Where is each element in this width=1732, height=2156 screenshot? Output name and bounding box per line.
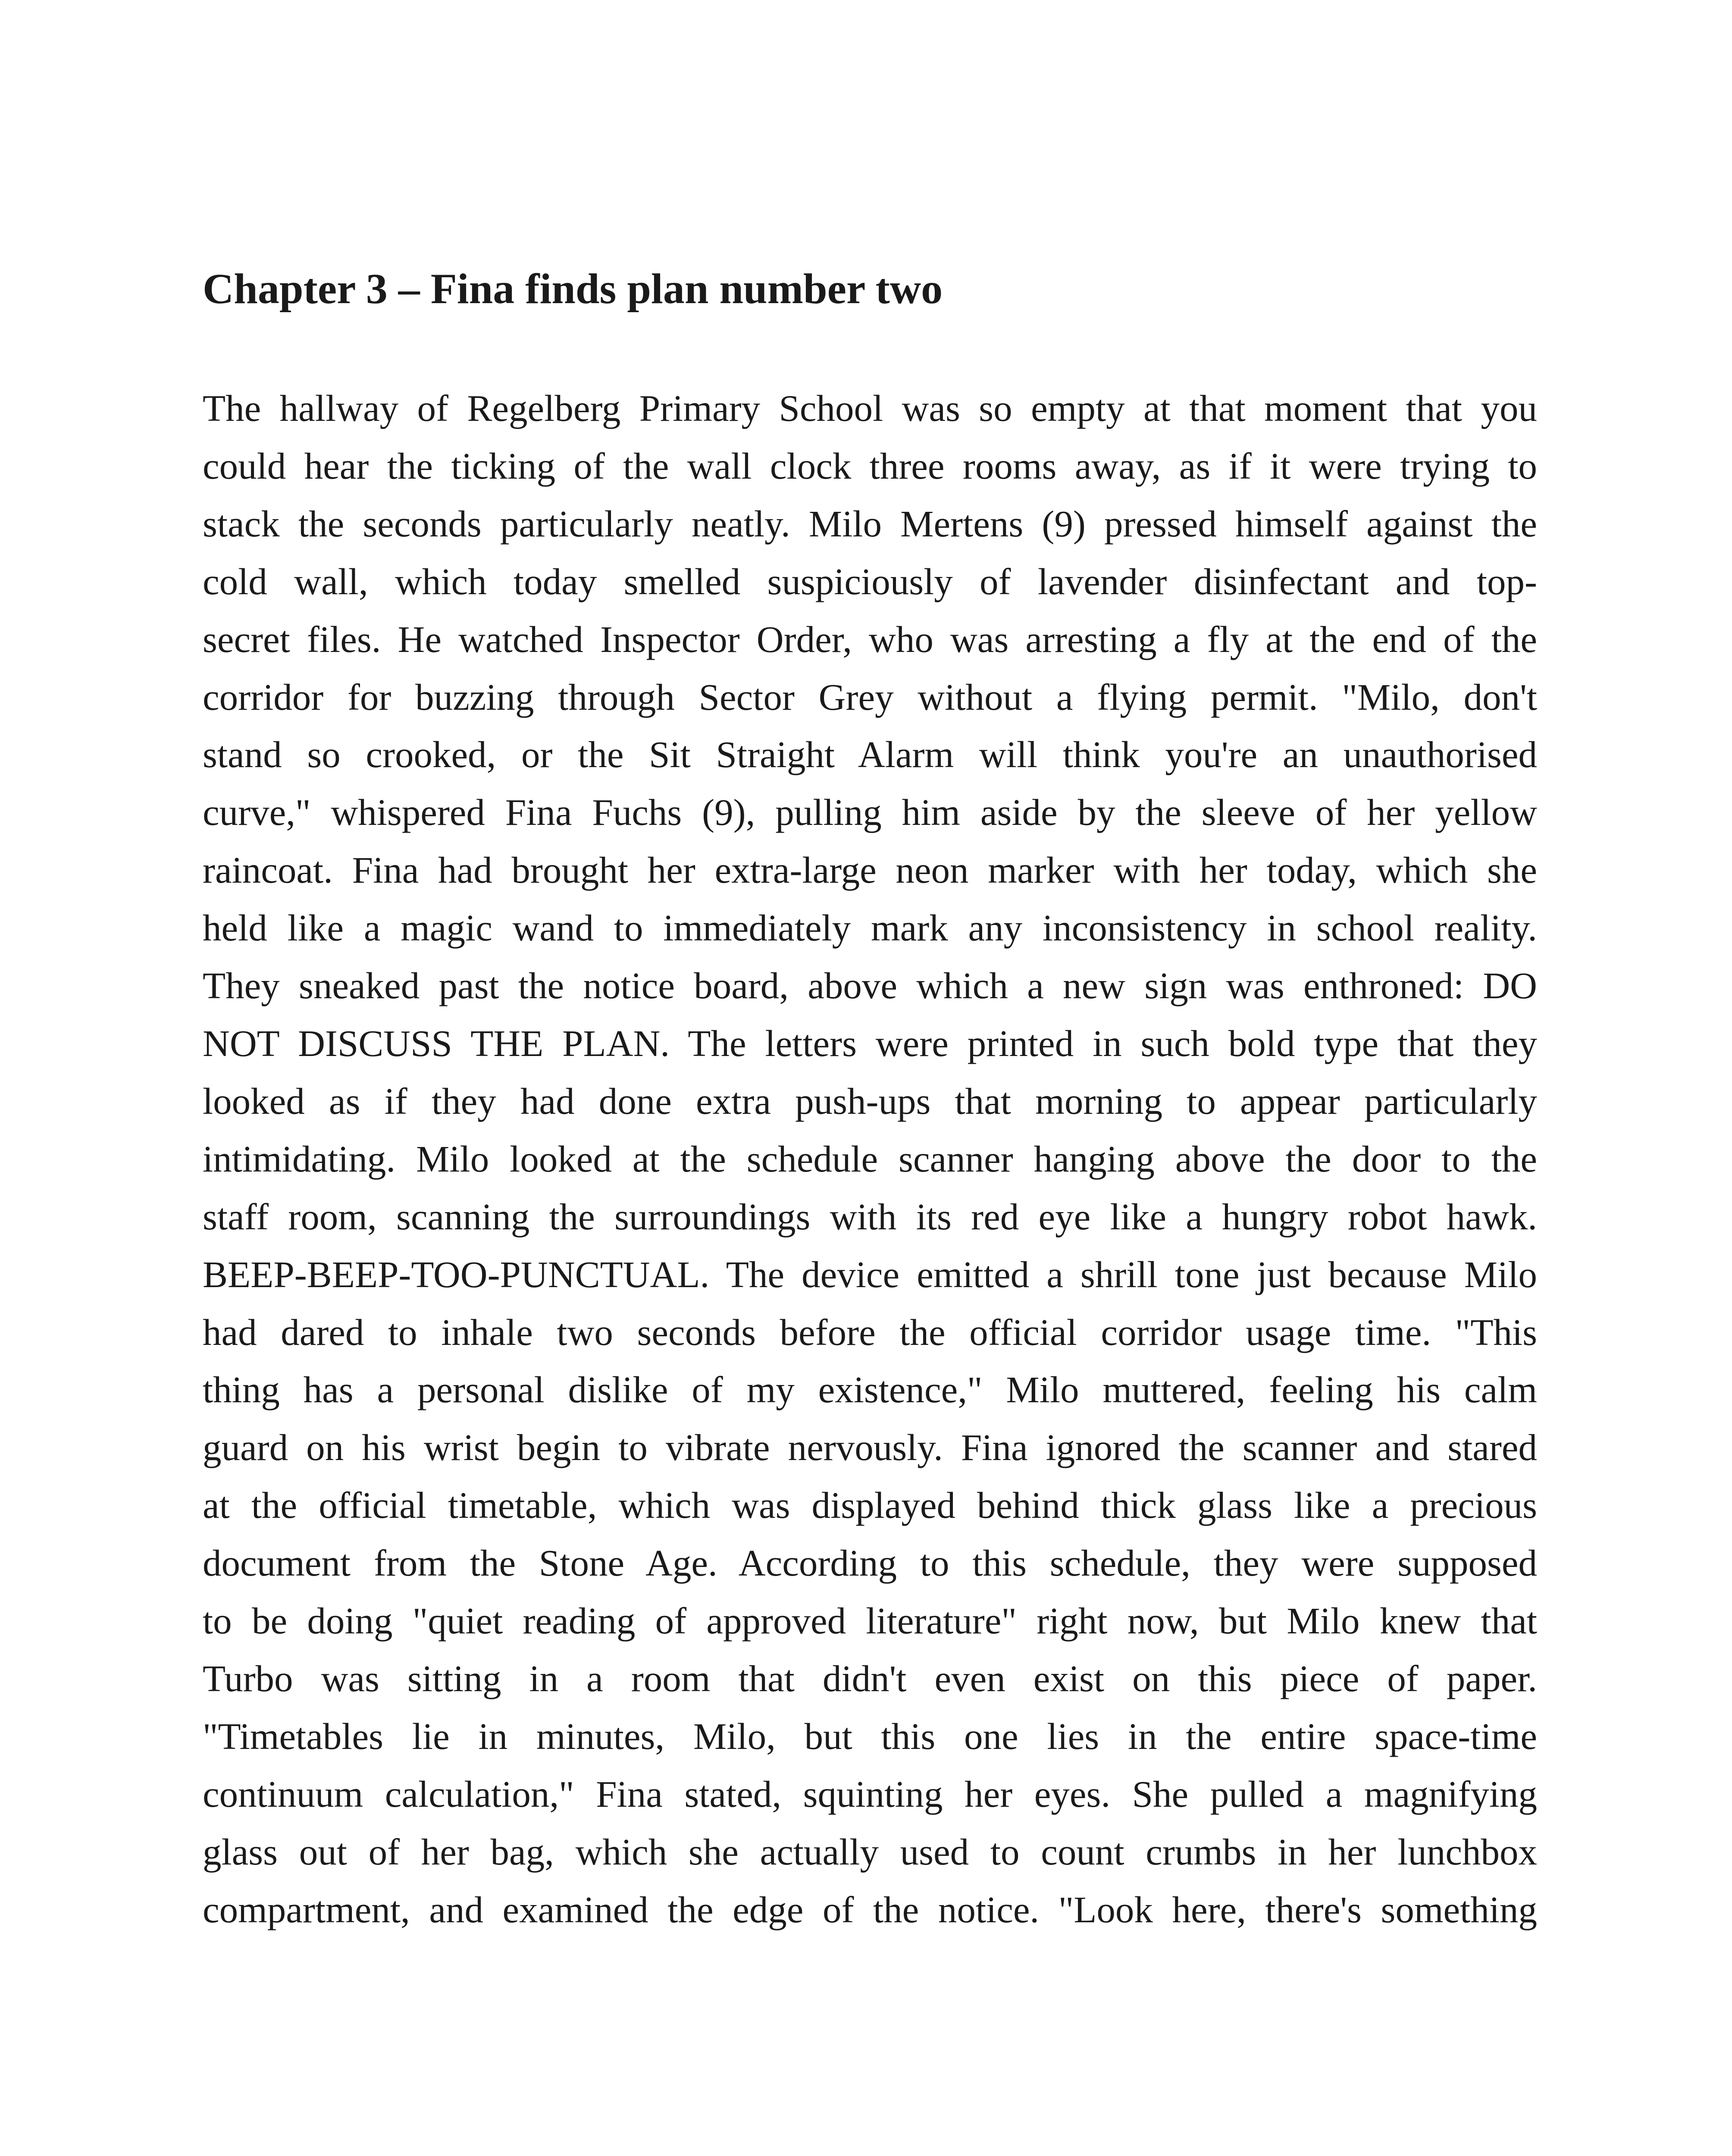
body-line: could hear the ticking of the wall clock three rooms away, as if it were trying to (203, 445, 1537, 487)
body-line: had dared to inhale two seconds before the official corridor usage time. "This (203, 1311, 1537, 1353)
body-line: BEEP-BEEP-TOO-PUNCTUAL. The device emitted a shrill tone just because Milo (203, 1253, 1537, 1295)
body-line: document from the Stone Age. According to this schedule, they were supposed (203, 1542, 1537, 1584)
chapter-title: Chapter 3 – Fina finds plan number two (203, 265, 943, 313)
body-line: continuum calculation," Fina stated, squinting her eyes. She pulled a magnifying (203, 1773, 1537, 1815)
body-line: stand so crooked, or the Sit Straight Alarm will think you're an unauthorised (203, 733, 1537, 776)
body-line: corridor for buzzing through Sector Grey without a flying permit. "Milo, don't (203, 676, 1537, 718)
body-line: Turbo was sitting in a room that didn't even exist on this piece of paper. (203, 1657, 1537, 1699)
body-line: thing has a personal dislike of my existence," Milo muttered, feeling his calm (203, 1369, 1537, 1411)
body-line: staff room, scanning the surroundings with its red eye like a hungry robot hawk. (203, 1195, 1537, 1238)
chapter-body (203, 379, 1537, 1938)
body-line: curve," whispered Fina Fuchs (9), pulling him aside by the sleeve of her yellow (203, 791, 1537, 834)
body-line: looked as if they had done extra push-ups that morning to appear particularly (203, 1080, 1537, 1122)
body-line: intimidating. Milo looked at the schedule scanner hanging above the door to the (203, 1138, 1537, 1180)
body-line: held like a magic wand to immediately mark any inconsistency in school reality. (203, 907, 1537, 949)
body-line: stack the seconds particularly neatly. Milo Mertens (9) pressed himself against the (203, 502, 1537, 545)
body-line: "Timetables lie in minutes, Milo, but this one lies in the entire space-time (203, 1715, 1537, 1757)
body-line: cold wall, which today smelled suspiciously of lavender disinfectant and top- (203, 560, 1537, 602)
body-line: secret files. He watched Inspector Order, who was arresting a fly at the end of the (203, 618, 1537, 660)
body-line: The hallway of Regelberg Primary School was so empty at that moment that you (203, 387, 1537, 429)
body-line: to be doing "quiet reading of approved literature" right now, but Milo knew that (203, 1600, 1537, 1642)
body-line: They sneaked past the notice board, above which a new sign was enthroned: DO (203, 965, 1537, 1007)
body-line: raincoat. Fina had brought her extra-large neon marker with her today, which she (203, 849, 1537, 891)
body-line: compartment, and examined the edge of the notice. "Look here, there's something (203, 1888, 1537, 1930)
body-line: glass out of her bag, which she actually used to count crumbs in her lunchbox (203, 1830, 1537, 1873)
body-line: NOT DISCUSS THE PLAN. The letters were printed in such bold type that they (203, 1022, 1537, 1064)
body-line: guard on his wrist begin to vibrate nervously. Fina ignored the scanner and stared (203, 1426, 1537, 1469)
body-line: at the official timetable, which was displayed behind thick glass like a precious (203, 1484, 1537, 1526)
